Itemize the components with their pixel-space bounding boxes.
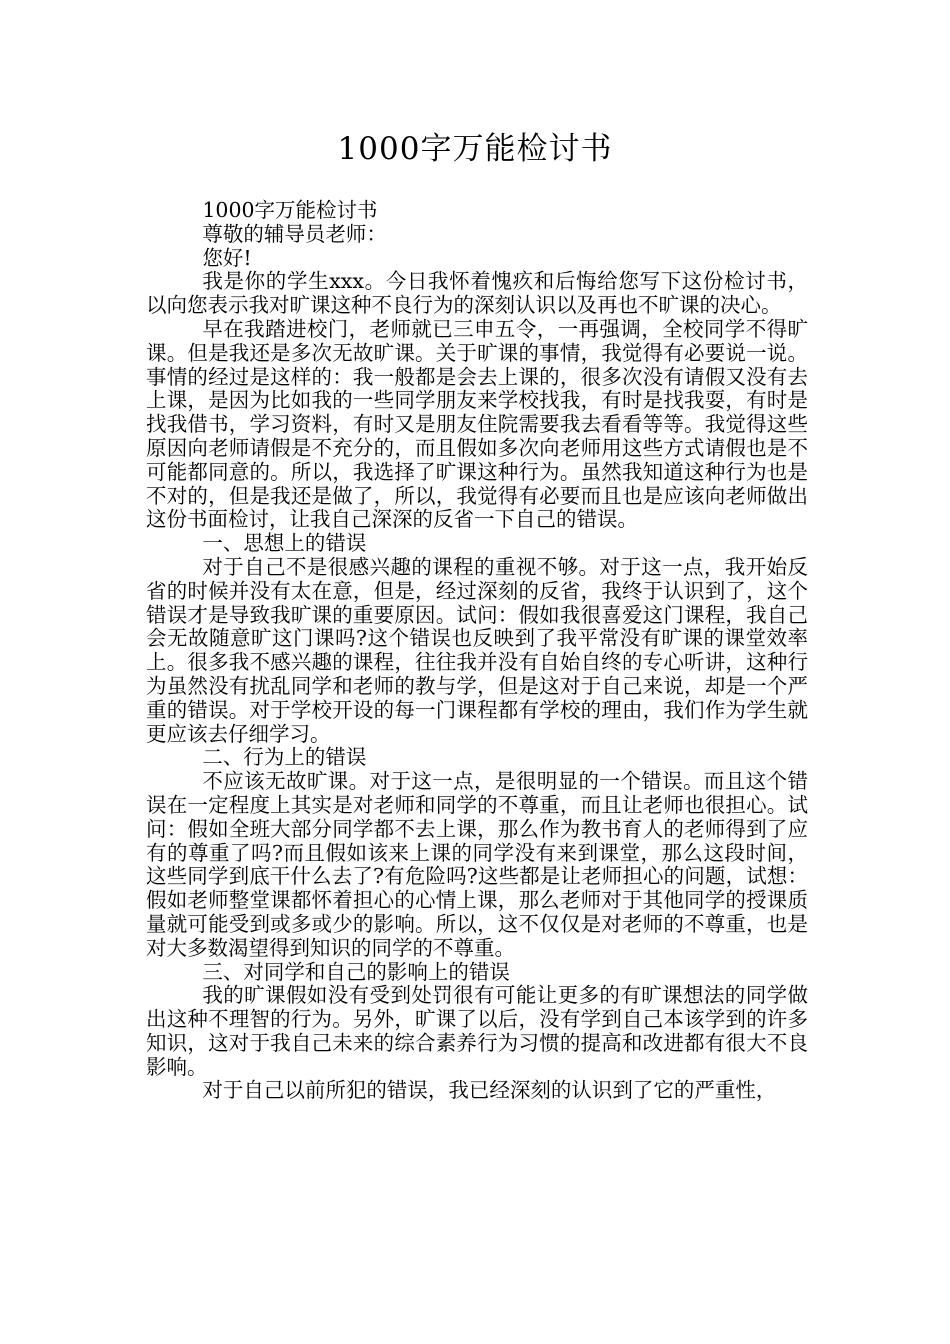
paragraph-section-1: 对于自己不是很感兴趣的课程的重视不够。对于这一点，我开始反省的时候并没有太在意，但是，经过深刻的反省，我终于认识到了，这个错误才是导致我旷课的重要原因。试问：假如我很喜爱这门课程，我自己会无故随意旷这门课吗?这个错误也反映到了我平常没有旷课的课堂效率上。很多我不感兴趣的课程，往往我并没有自始自终的专心听讲，这种行为虽然没有扰乱同学和老师的教与学，但是这对于自己来说，却是一个严重的错误。对于学校开设的每一门课程都有学校的理由，我们作为学生就更应该去仔细学习。 [146,554,808,746]
paragraph-subtitle: 1000字万能检讨书 [202,198,378,222]
section-heading-2: 二、行为上的错误 [202,745,367,770]
document-title: 1000字万能检讨书 [337,131,613,167]
paragraph-closing: 对于自己以前所犯的错误，我已经深刻的认识到了它的严重性， [202,1078,777,1103]
paragraph-section-3: 我的旷课假如没有受到处罚很有可能让更多的有旷课想法的同学做出这种不理智的行为。另外，旷课了以后，没有学到自己本该学到的许多知识，这对于我自己未来的综合素养行为习惯的提高和改进都有很大不良影响。 [146,983,808,1079]
paragraph-background: 早在我踏进校门，老师就已三申五令，一再强调，全校同学不得旷课。但是我还是多次无故旷课。关于旷课的事情，我觉得有必要说一说。事情的经过是这样的：我一般都是会去上课的，很多次没有请假又没有去上课，是因为比如我的一些同学朋友来学校找我，有时是找我耍，有时是找我借书，学习资料，有时又是朋友住院需要我去看看等等。我觉得这些原因向老师请假是不充分的，而且假如多次向老师用这些方式请假也是不可能都同意的。所以，我选择了旷课这种行为。虽然我知道这种行为也是不对的，但是我还是做了，所以，我觉得有必要而且也是应该向老师做出这份书面检讨，让我自己深深的反省一下自己的错误。 [146,316,808,532]
paragraph-section-2: 不应该无故旷课。对于这一点，是很明显的一个错误。而且这个错误在一定程度上其实是对老师和同学的不尊重，而且让老师也很担心。试问：假如全班大部分同学都不去上课，那么作为教书育人的老师得到了应有的尊重了吗?而且假如该来上课的同学没有来到课堂，那么这段时间，这些同学到底干什么去了?有危险吗?这些都是让老师担心的问题，试想：假如老师整堂课都怀着担心的心情上课，那么老师对于其他同学的授课质量就可能受到或多或少的影响。所以，这不仅仅是对老师的不尊重，也是对大多数渴望得到知识的同学的不尊重。 [146,769,808,960]
section-heading-3: 三、对同学和自己的影响上的错误 [202,959,510,984]
paragraph-salutation: 尊敬的辅导员老师： [202,221,387,246]
paragraph-intro: 我是你的学生xxx。今日我怀着愧疚和后悔给您写下这份检讨书，以向您表示我对旷课这种不良行为的深刻认识以及再也不旷课的决心。 [146,269,808,318]
document-body [146,199,808,1103]
paragraph-greeting: 您好! [202,245,252,270]
section-heading-1: 一、思想上的错误 [202,531,367,556]
